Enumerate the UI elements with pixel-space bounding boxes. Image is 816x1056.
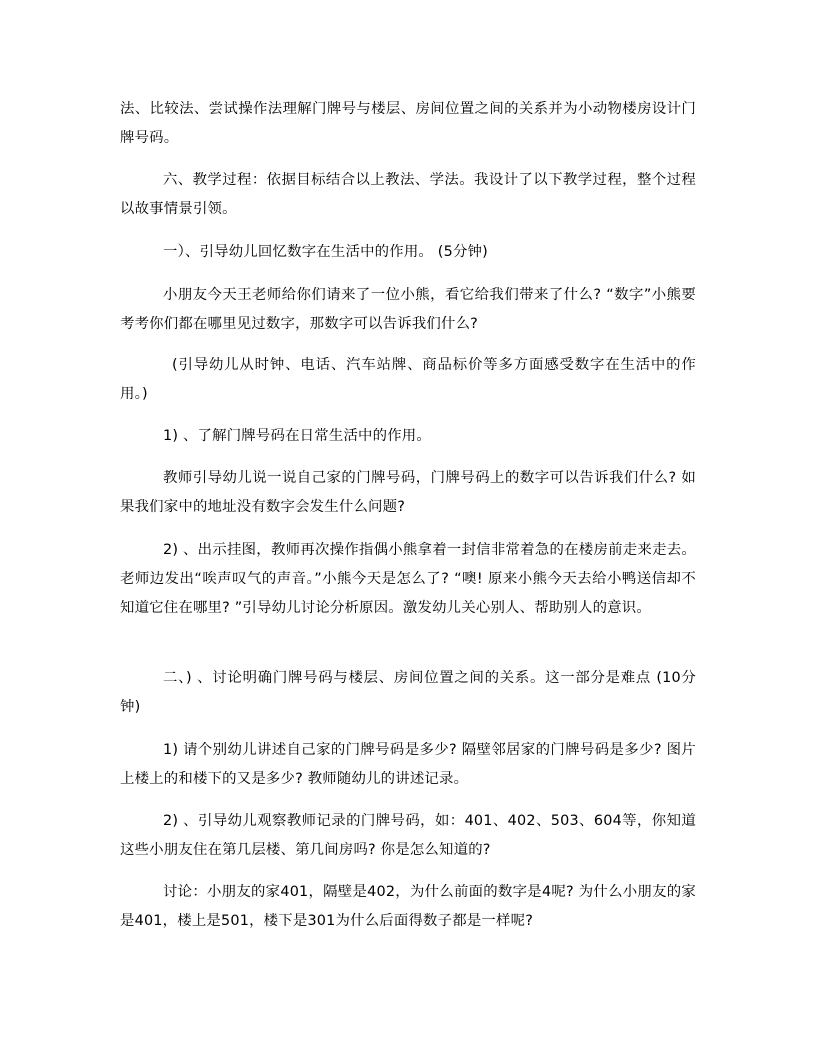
paragraph-teacher-guide: 教师引导幼儿说一说自己家的门牌号码，门牌号码上的数字可以告诉我们什么? 如果我们家中的地址没有数字会发生什么问题? [120,470,696,515]
paragraph-methods-continued: 法、比较法、尝试操作法理解门牌号与楼层、房间位置之间的关系并为小动物楼房设计门牌号码。 [120,101,696,146]
paragraph-discussion-question: 讨论：小朋友的家401，隔壁是402，为什么前面的数字是4呢? 为什么小朋友的家是401，楼上是501，楼下是301为什么后面得数子都是一样呢? [120,884,696,929]
paragraph-substep-one: 1) 、了解门牌号码在日常生活中的作用。 [163,428,431,444]
paragraph-step-two-heading: 二、) 、讨论明确门牌号码与楼层、房间位置之间的关系。这一部分是难点 (10分钟) [120,670,696,715]
paragraph-discussion-one: 1) 请个别幼儿讲述自己家的门牌号码是多少? 隔壁邻居家的门牌号码是多少? 图片上楼上的和楼下的又是多少? 教师随幼儿的讲述记录。 [120,742,696,787]
paragraph-substep-two-wallchart: 2) 、出示挂图，教师再次操作指偶小熊拿着一封信非常着急的在楼房前走来走去。老师边发出“唉声叹气的声音。”小熊今天是怎么了? “噢! 原来小熊今天去给小鸭送信却不知道它住在哪里? ”引导幼儿讨论分析原因。激发幼儿关心别人、帮助别人的意识。 [120,542,696,616]
paragraph-guide-note: (引导幼儿从时钟、电话、汽车站牌、商品标价等多方面感受数字在生活中的作用。) [120,357,696,402]
paragraph-step-one-heading: 一）、引导幼儿回忆数字在生活中的作用。 (5分钟) [163,244,488,260]
paragraph-section-six-teaching-process: 六、教学过程：依据目标结合以上教法、学法。我设计了以下教学过程，整个过程以故事情景引领。 [120,172,696,217]
paragraph-bear-introduction: 小朋友今天王老师给你们请来了一位小熊，看它给我们带来了什么? “数字”小熊要考考你们都在哪里见过数字，那数字可以告诉我们什么? [120,287,696,332]
paragraph-discussion-two: 2) 、引导幼儿观察教师记录的门牌号码，如：401、402、503、604等，你知道这些小朋友住在第几层楼、第几间房吗? 你是怎么知道的? [120,813,696,858]
